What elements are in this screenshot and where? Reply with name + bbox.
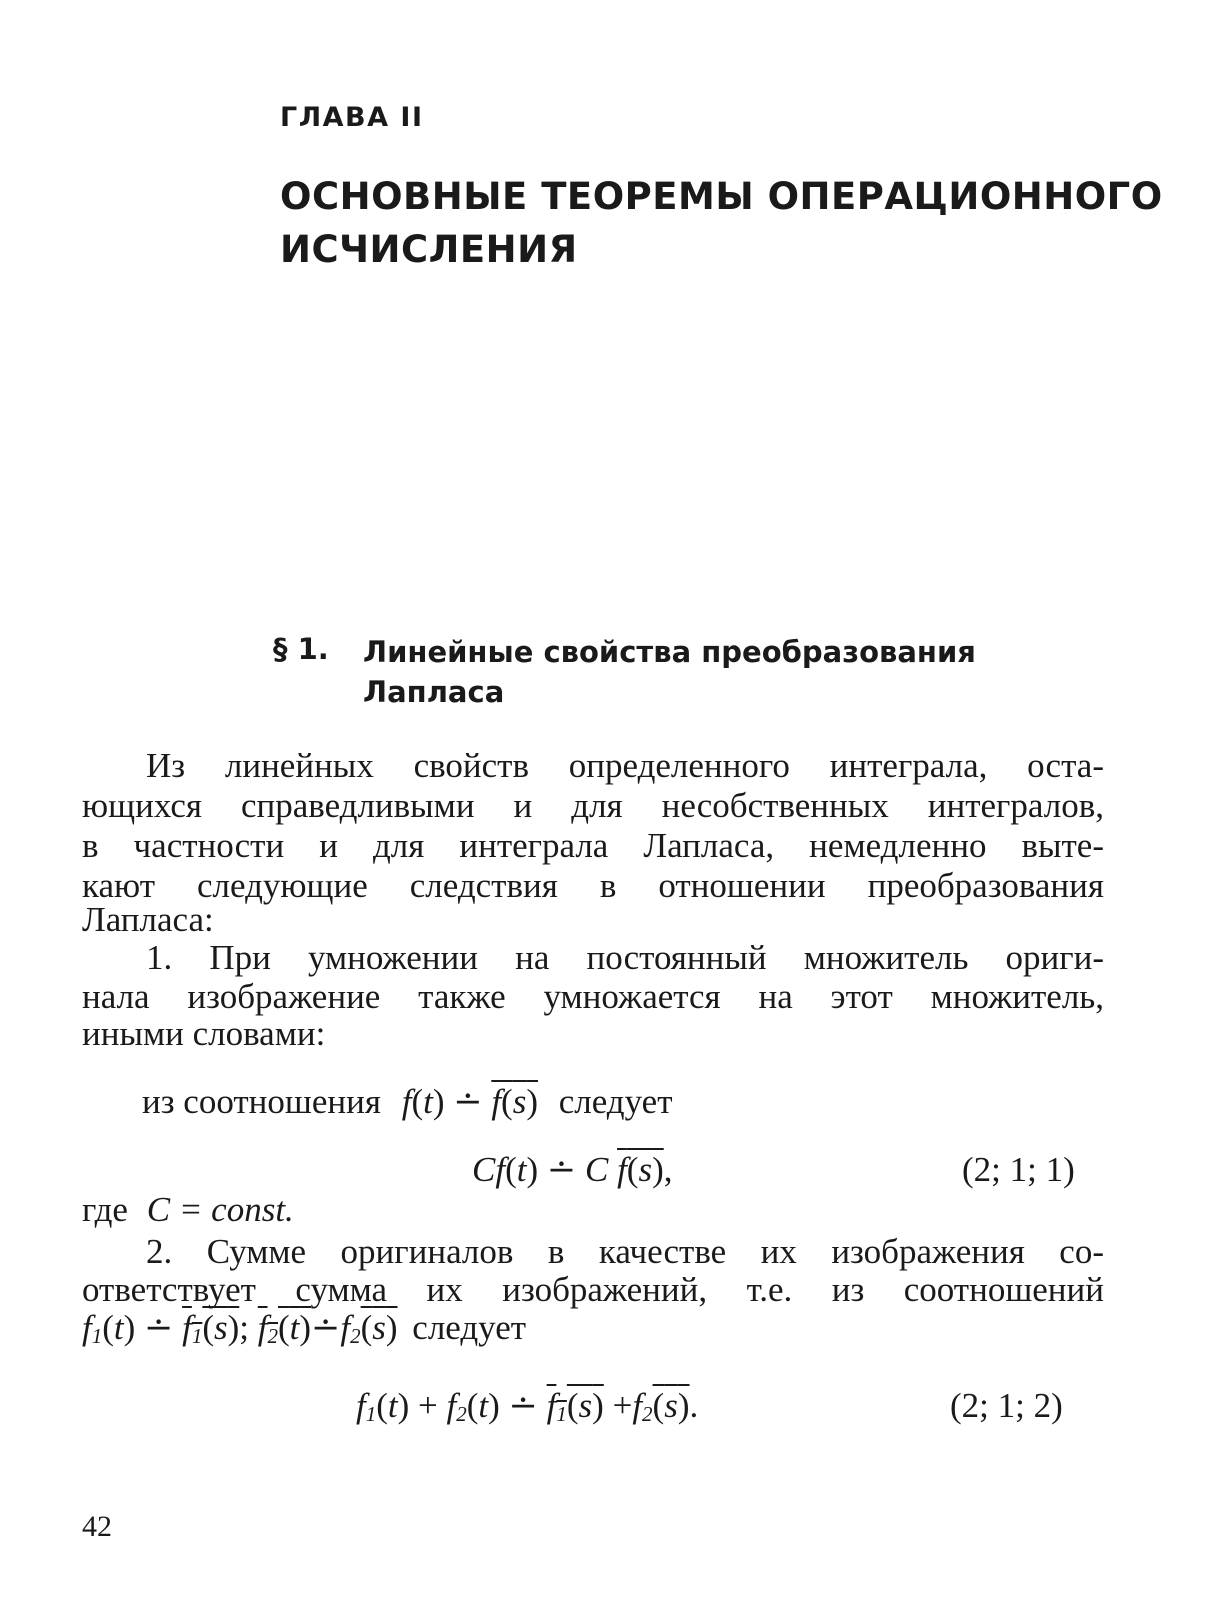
paragraph-line: в частности и для интеграла Лапласа, немедленно выте- bbox=[82, 826, 1104, 865]
section-title-line-2: Лапласа bbox=[363, 675, 505, 709]
section-number: § 1. bbox=[273, 632, 329, 666]
item-1-line: нала изображение также умножается на этот множитель, bbox=[82, 977, 1104, 1016]
page-number: 42 bbox=[82, 1510, 112, 1543]
from-relation-text: из соотношения bbox=[142, 1082, 381, 1121]
formula-relation: f(t) ∸ f(s) bbox=[401, 1082, 538, 1121]
item-1-line: 1. При умножении на постоянный множитель ориги- bbox=[146, 938, 1104, 977]
paragraph-line: ющихся справедливыми и для несобственных интегралов, bbox=[82, 786, 1104, 825]
item-1-line: иными словами: bbox=[82, 1014, 326, 1053]
follows-text-2: следует bbox=[412, 1308, 527, 1347]
chapter-title-line-1: ОСНОВНЫЕ ТЕОРЕМЫ ОПЕРАЦИОННОГО bbox=[280, 175, 1163, 218]
chapter-title bbox=[280, 170, 1163, 276]
formula-pair: $f_1(t)$ ∸ $f_1(s)$; $f_2(t)∸f_2(s)$ bbox=[82, 1308, 398, 1349]
equation-number: (2; 1; 1) bbox=[962, 1150, 1075, 1189]
equation-2-1-1: Cf(t) ∸ C f(s), bbox=[472, 1150, 673, 1189]
item-2-line: 2. Сумме оригиналов в качестве их изображения со- bbox=[146, 1232, 1104, 1271]
section-title-line-1: Линейные свойства преобразования bbox=[363, 635, 976, 669]
chapter-label: ГЛАВА II bbox=[280, 102, 424, 133]
paragraph-line: Из линейных свойств определенного интеграла, оста- bbox=[146, 746, 1104, 785]
section-title bbox=[363, 632, 976, 712]
item-2-formula-line bbox=[82, 1306, 526, 1350]
follows-text: следует bbox=[558, 1082, 673, 1121]
paragraph-line: кают следующие следствия в отношении преобразования bbox=[82, 866, 1104, 905]
const-expression: C = const. bbox=[146, 1190, 294, 1229]
item-2-line: ответствует сумма их изображений, т.е. из соотношений bbox=[82, 1270, 1104, 1309]
relation-line bbox=[142, 1080, 672, 1124]
chapter-title-line-2: ИСЧИСЛЕНИЯ bbox=[280, 228, 578, 271]
equation-number: (2; 1; 2) bbox=[950, 1386, 1063, 1425]
equation-2-1-2: $f_1(t) + f_2(t)$ ∸ $f_1(s) +f_2(s)$. bbox=[356, 1386, 699, 1427]
paragraph-line: Лапласа: bbox=[82, 900, 214, 939]
where-line bbox=[82, 1188, 294, 1232]
where-text: где bbox=[82, 1190, 128, 1229]
